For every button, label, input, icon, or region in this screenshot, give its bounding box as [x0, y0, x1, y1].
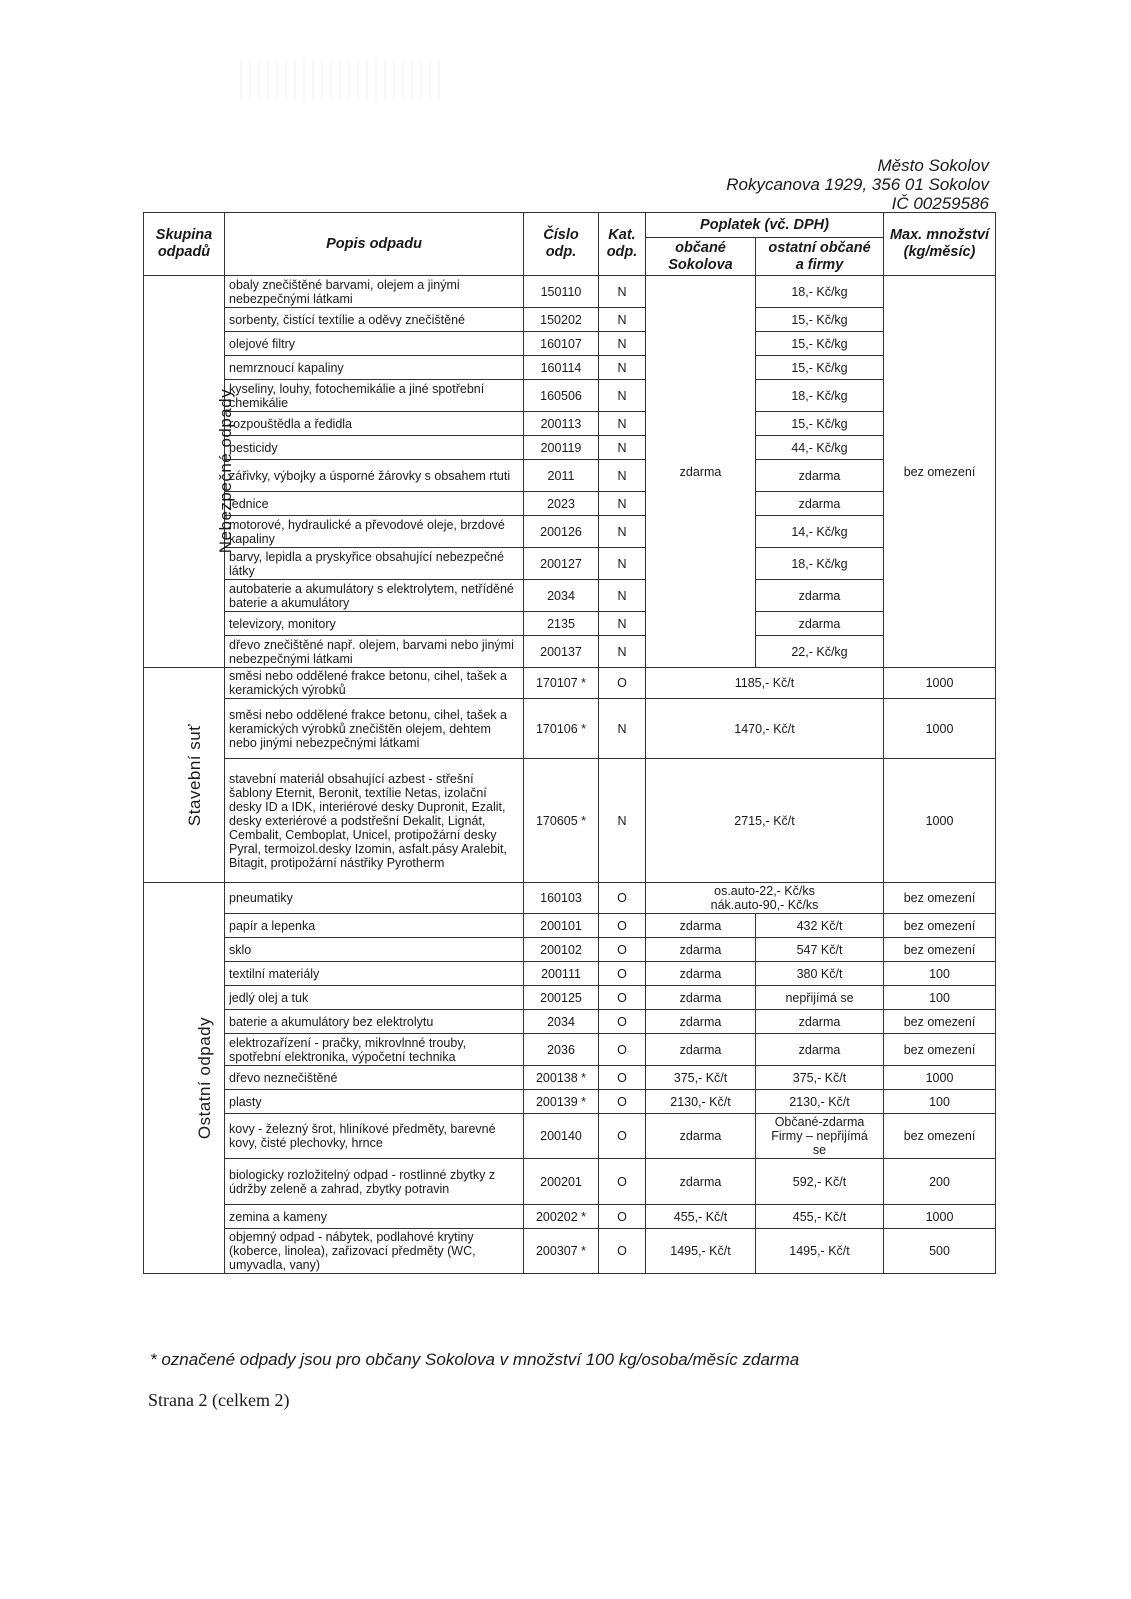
fee-citizens: 1495,- Kč/t [646, 1229, 756, 1274]
waste-category: N [599, 548, 646, 580]
max-amount: bez omezení [884, 1034, 996, 1066]
fee-others: nepřijímá se [756, 986, 884, 1010]
max-amount: bez omezení [884, 914, 996, 938]
table-row [144, 276, 996, 308]
waste-description: nemrznoucí kapaliny [225, 356, 524, 380]
table-row [144, 1010, 996, 1034]
fee-others: 44,- Kč/kg [756, 436, 884, 460]
fee-citizens: zdarma [646, 276, 756, 668]
waste-category: O [599, 1159, 646, 1205]
fee-others: 14,- Kč/kg [756, 516, 884, 548]
table-row [144, 759, 996, 883]
table-row [144, 332, 996, 356]
fee-combined: os.auto-22,- Kč/ks nák.auto-90,- Kč/ks [646, 883, 884, 914]
fee-others: zdarma [756, 460, 884, 492]
waste-code: 2034 [524, 580, 599, 612]
max-amount: bez omezení [884, 276, 996, 668]
fee-others: 1495,- Kč/t [756, 1229, 884, 1274]
fee-others: zdarma [756, 580, 884, 612]
waste-description: textilní materiály [225, 962, 524, 986]
waste-code: 200201 [524, 1159, 599, 1205]
waste-code: 160103 [524, 883, 599, 914]
table-row [144, 986, 996, 1010]
header-code: Číslo odp. [524, 213, 599, 276]
waste-description: baterie a akumulátory bez elektrolytu [225, 1010, 524, 1034]
max-amount: 1000 [884, 1205, 996, 1229]
fee-others: 547 Kč/t [756, 938, 884, 962]
max-amount: bez omezení [884, 1114, 996, 1159]
waste-category: N [599, 276, 646, 308]
waste-code: 200127 [524, 548, 599, 580]
table-row [144, 380, 996, 412]
waste-category: O [599, 1229, 646, 1274]
group-label-cell [144, 276, 236, 668]
fee-citizens: zdarma [646, 938, 756, 962]
fee-citizens: zdarma [646, 962, 756, 986]
waste-category: O [599, 668, 646, 699]
waste-description: lednice [225, 492, 524, 516]
waste-category: N [599, 308, 646, 332]
waste-description: papír a lepenka [225, 914, 524, 938]
waste-description: pesticidy [225, 436, 524, 460]
table-row [144, 699, 996, 759]
fee-others: 15,- Kč/kg [756, 412, 884, 436]
waste-description: elektrozařízení - pračky, mikrovlnné trouby, spotřební elektronika, výpočetní technika [225, 1034, 524, 1066]
table-row [144, 436, 996, 460]
footnote: * označené odpady jsou pro občany Sokolova v množství 100 kg/osoba/měsíc zdarma [150, 1350, 800, 1369]
org-name: Město Sokolov [877, 156, 989, 175]
fee-others: zdarma [756, 1010, 884, 1034]
waste-description: objemný odpad - nábytek, podlahové krytiny (koberce, linolea), zařizovací předměty (WC, umyvadla, vany) [225, 1229, 524, 1274]
waste-fee-table [143, 212, 996, 1274]
table-row [144, 1090, 996, 1114]
waste-code: 200202 * [524, 1205, 599, 1229]
waste-code: 170107 * [524, 668, 599, 699]
max-amount: 1000 [884, 1066, 996, 1090]
table-row [144, 1229, 996, 1274]
table-body [144, 276, 996, 1274]
waste-description: motorové, hydraulické a převodové oleje, brzdové kapaliny [225, 516, 524, 548]
fee-others: 592,- Kč/t [756, 1159, 884, 1205]
max-amount: 1000 [884, 759, 996, 883]
fee-others: 15,- Kč/kg [756, 308, 884, 332]
waste-code: 200138 * [524, 1066, 599, 1090]
waste-category: O [599, 1205, 646, 1229]
fee-combined: 2715,- Kč/t [646, 759, 884, 883]
table-row [144, 1066, 996, 1090]
waste-code: 2011 [524, 460, 599, 492]
header-fee-others: ostatní občané a firmy [756, 238, 884, 276]
waste-description: pneumatiky [225, 883, 524, 914]
table-row [144, 356, 996, 380]
waste-code: 200119 [524, 436, 599, 460]
waste-category: O [599, 1090, 646, 1114]
table-row [144, 516, 996, 548]
waste-category: O [599, 938, 646, 962]
fee-citizens: zdarma [646, 1010, 756, 1034]
fee-citizens: zdarma [646, 986, 756, 1010]
table-row [144, 460, 996, 492]
header-fee-citizens: občané Sokolova [646, 238, 756, 276]
faint-stamp-mark [240, 60, 440, 100]
waste-code: 160506 [524, 380, 599, 412]
fee-combined: 1185,- Kč/t [646, 668, 884, 699]
fee-others: 22,- Kč/kg [756, 636, 884, 668]
fee-citizens: zdarma [646, 1114, 756, 1159]
max-amount: 200 [884, 1159, 996, 1205]
table-row [144, 668, 996, 699]
fee-citizens: 2130,- Kč/t [646, 1090, 756, 1114]
max-amount: 100 [884, 1090, 996, 1114]
waste-code: 200101 [524, 914, 599, 938]
waste-category: O [599, 914, 646, 938]
waste-category: N [599, 636, 646, 668]
waste-code: 200307 * [524, 1229, 599, 1274]
header-group: Skupina odpadů [144, 213, 225, 276]
waste-code: 200139 * [524, 1090, 599, 1114]
waste-category: N [599, 759, 646, 883]
fee-others: 18,- Kč/kg [756, 276, 884, 308]
waste-description: stavební materiál obsahující azbest - střešní šablony Eternit, Beronit, textílie Netas, izolační desky ID a IDK, interiérové desky Dupronit, Ezalit, desky exteriérové a podstřešní Dekalit, Lignát, Cembalit, Cemboplat, Unicel, protipožární desky Pyral, termoizol.desky Izomin, asfalt.pásy Aralebit, Bitagit, protipožární nástřiky Pyrotherm [225, 759, 524, 883]
waste-description: zářivky, výbojky a úsporné žárovky s obsahem rtuti [225, 460, 524, 492]
fee-citizens: zdarma [646, 914, 756, 938]
waste-category: O [599, 883, 646, 914]
waste-code: 200125 [524, 986, 599, 1010]
fee-others: Občané-zdarma Firmy – nepřijímá se [756, 1114, 884, 1159]
max-amount: 100 [884, 962, 996, 986]
group-label: Nebezpečné odpady [216, 388, 236, 554]
waste-description: biologicky rozložitelný odpad - rostlinné zbytky z údržby zeleně a zahrad, zbytky potravin [225, 1159, 524, 1205]
fee-others: 455,- Kč/t [756, 1205, 884, 1229]
fee-others: 18,- Kč/kg [756, 548, 884, 580]
max-amount: bez omezení [884, 883, 996, 914]
waste-description: televizory, monitory [225, 612, 524, 636]
table-row [144, 1159, 996, 1205]
table-row [144, 914, 996, 938]
header-category: Kat. odp. [599, 213, 646, 276]
table-row [144, 962, 996, 986]
group-label-cell [144, 668, 225, 883]
table-row [144, 636, 996, 668]
waste-code: 200102 [524, 938, 599, 962]
waste-code: 200137 [524, 636, 599, 668]
max-amount: 100 [884, 986, 996, 1010]
waste-category: O [599, 1010, 646, 1034]
waste-code: 2036 [524, 1034, 599, 1066]
waste-description: kovy - železný šrot, hliníkové předměty, barevné kovy, čisté plechovky, hrnce [225, 1114, 524, 1159]
waste-description: olejové filtry [225, 332, 524, 356]
waste-category: N [599, 412, 646, 436]
waste-description: barvy, lepidla a pryskyřice obsahující nebezpečné látky [225, 548, 524, 580]
table-row [144, 492, 996, 516]
table-row [144, 1114, 996, 1159]
waste-category: O [599, 1114, 646, 1159]
table-row [144, 412, 996, 436]
waste-code: 170605 * [524, 759, 599, 883]
waste-category: N [599, 492, 646, 516]
max-amount: bez omezení [884, 938, 996, 962]
max-amount: 1000 [884, 699, 996, 759]
waste-description: jedlý olej a tuk [225, 986, 524, 1010]
waste-category: O [599, 1066, 646, 1090]
waste-code: 2034 [524, 1010, 599, 1034]
group-label-cell [144, 883, 225, 1274]
waste-description: směsi nebo oddělené frakce betonu, cihel, tašek a keramických výrobků znečištěn olejem, dehtem nebo jinými nebezpečnými látkami [225, 699, 524, 759]
waste-category: O [599, 1034, 646, 1066]
waste-description: dřevo znečištěné např. olejem, barvami nebo jinými nebezpečnými látkami [225, 636, 524, 668]
waste-description: obaly znečištěné barvami, olejem a jinými nebezpečnými látkami [225, 276, 524, 308]
waste-code: 200113 [524, 412, 599, 436]
waste-code: 160107 [524, 332, 599, 356]
waste-code: 200140 [524, 1114, 599, 1159]
fee-others: 15,- Kč/kg [756, 356, 884, 380]
table-row [144, 612, 996, 636]
fee-others: zdarma [756, 492, 884, 516]
table-row [144, 883, 996, 914]
table-row [144, 1034, 996, 1066]
fee-citizens: 455,- Kč/t [646, 1205, 756, 1229]
waste-category: N [599, 699, 646, 759]
group-label: Stavební suť [185, 723, 205, 826]
page-number: Strana 2 (celkem 2) [148, 1390, 290, 1410]
org-ic: IČ 00259586 [891, 194, 989, 213]
waste-category: N [599, 516, 646, 548]
waste-category: N [599, 580, 646, 612]
org-address: Rokycanova 1929, 356 01 Sokolov [726, 175, 989, 194]
fee-combined: 1470,- Kč/t [646, 699, 884, 759]
waste-description: autobaterie a akumulátory s elektrolytem, netříděné baterie a akumulátory [225, 580, 524, 612]
waste-description: dřevo neznečištěné [225, 1066, 524, 1090]
waste-code: 200111 [524, 962, 599, 986]
header-fee: Poplatek (vč. DPH) [646, 213, 884, 238]
waste-description: sklo [225, 938, 524, 962]
max-amount: 500 [884, 1229, 996, 1274]
fee-others: 2130,- Kč/t [756, 1090, 884, 1114]
header-max: Max. množství (kg/měsíc) [884, 213, 996, 276]
fee-others: 15,- Kč/kg [756, 332, 884, 356]
waste-description: rozpouštědla a ředidla [225, 412, 524, 436]
waste-description: sorbenty, čistící textílie a oděvy znečištěné [225, 308, 524, 332]
waste-category: N [599, 460, 646, 492]
table-row [144, 1205, 996, 1229]
fee-others: zdarma [756, 1034, 884, 1066]
group-label: Ostatní odpady [195, 1016, 215, 1139]
fee-others: 18,- Kč/kg [756, 380, 884, 412]
waste-code: 160114 [524, 356, 599, 380]
waste-category: N [599, 612, 646, 636]
fee-citizens: 375,- Kč/t [646, 1066, 756, 1090]
fee-citizens: zdarma [646, 1159, 756, 1205]
fee-others: 380 Kč/t [756, 962, 884, 986]
waste-category: N [599, 380, 646, 412]
waste-code: 170106 * [524, 699, 599, 759]
organization-block [726, 156, 989, 213]
waste-category: O [599, 962, 646, 986]
waste-category: N [599, 436, 646, 460]
waste-code: 2023 [524, 492, 599, 516]
max-amount: bez omezení [884, 1010, 996, 1034]
fee-others: 432 Kč/t [756, 914, 884, 938]
waste-category: N [599, 356, 646, 380]
waste-category: O [599, 986, 646, 1010]
waste-description: zemina a kameny [225, 1205, 524, 1229]
table-row [144, 308, 996, 332]
header-description: Popis odpadu [225, 213, 524, 276]
waste-description: směsi nebo oddělené frakce betonu, cihel, tašek a keramických výrobků [225, 668, 524, 699]
waste-description: kyseliny, louhy, fotochemikálie a jiné spotřební chemikálie [225, 380, 524, 412]
waste-code: 2135 [524, 612, 599, 636]
waste-category: N [599, 332, 646, 356]
fee-others: 375,- Kč/t [756, 1066, 884, 1090]
waste-description: plasty [225, 1090, 524, 1114]
table-row [144, 580, 996, 612]
waste-code: 200126 [524, 516, 599, 548]
waste-code: 150202 [524, 308, 599, 332]
max-amount: 1000 [884, 668, 996, 699]
waste-code: 150110 [524, 276, 599, 308]
table-row [144, 938, 996, 962]
fee-others: zdarma [756, 612, 884, 636]
table-row [144, 548, 996, 580]
fee-citizens: zdarma [646, 1034, 756, 1066]
